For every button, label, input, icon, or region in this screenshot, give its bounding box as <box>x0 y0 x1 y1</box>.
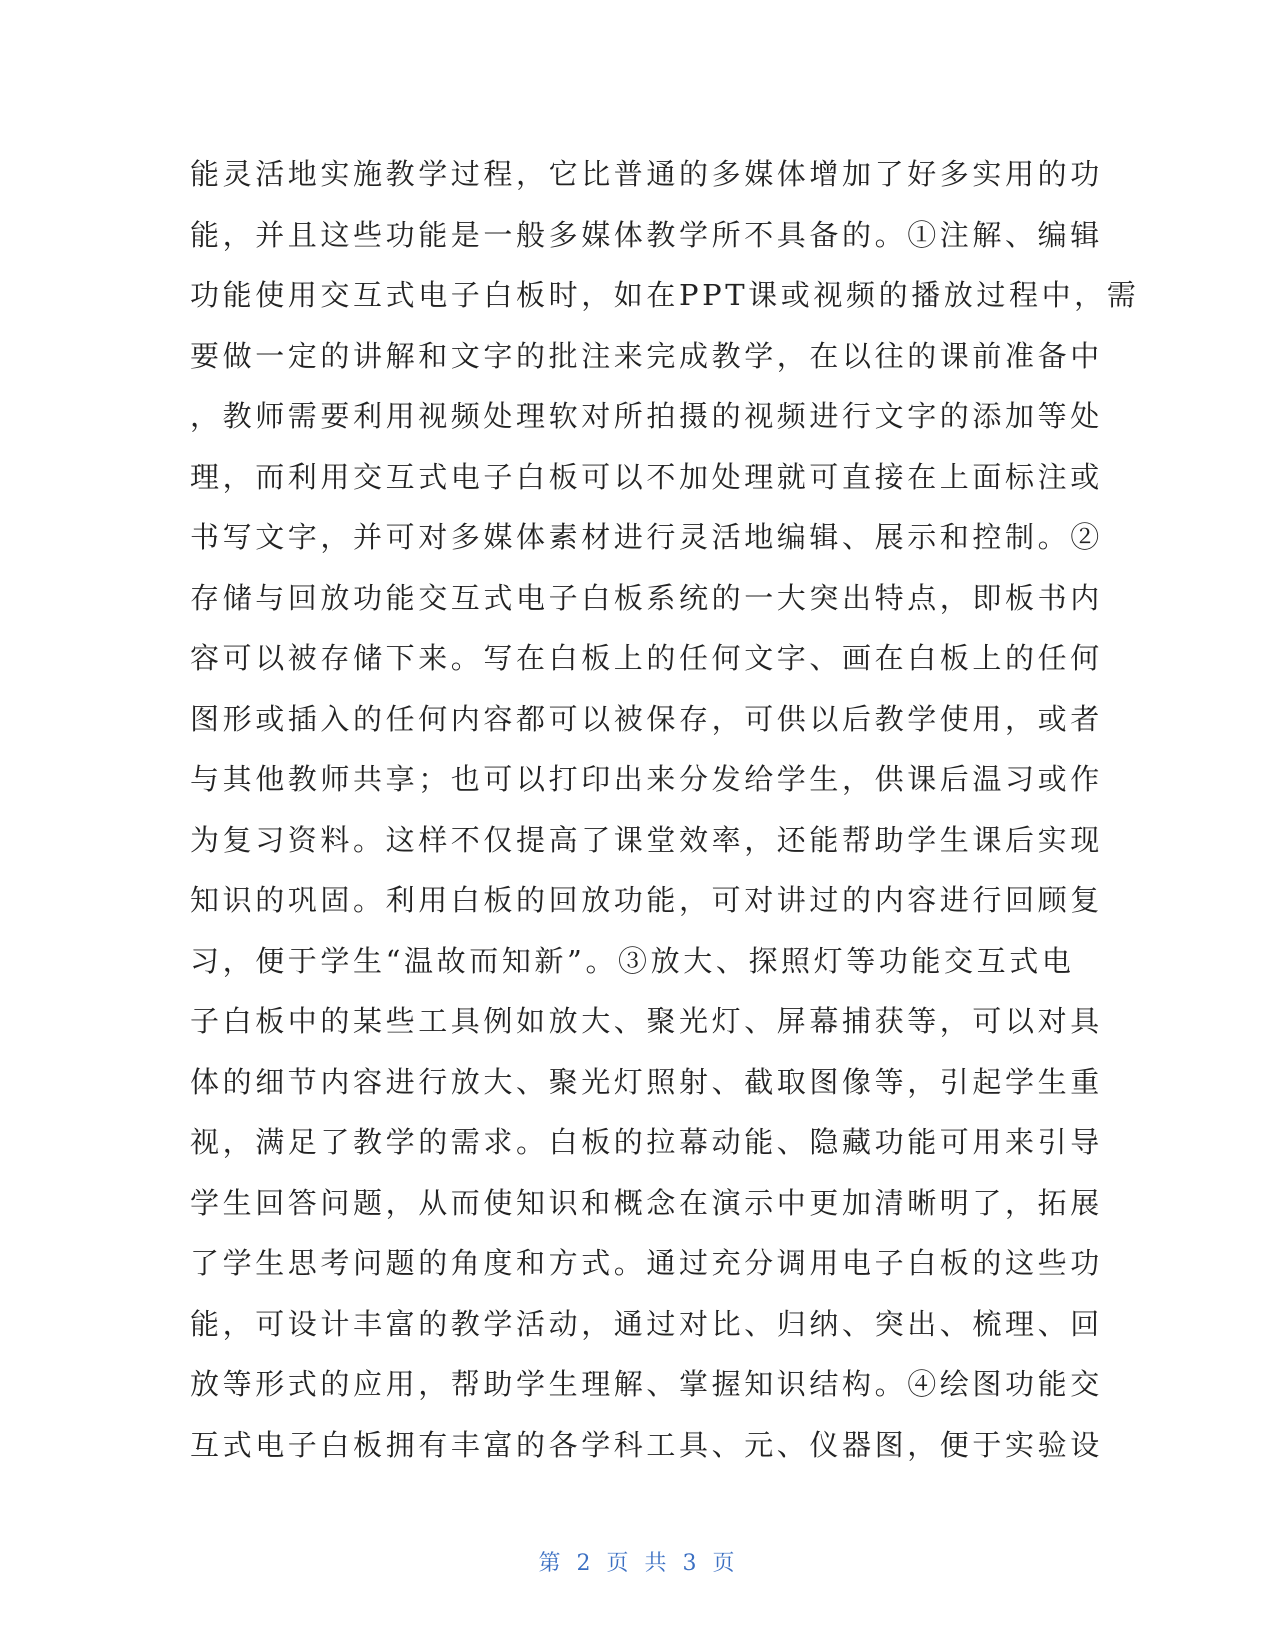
text-line-8: 存储与回放功能交互式电子白板系统的一大突出特点，即板书内 <box>190 580 1103 615</box>
text-line-16: 体的细节内容进行放大、聚光灯照射、截取图像等，引起学生重 <box>190 1064 1103 1099</box>
text-line-18: 学生回答问题，从而使知识和概念在演示中更加清晰明了，拓展 <box>190 1185 1103 1220</box>
text-line-4: 要做一定的讲解和文字的批注来完成教学，在以往的课前准备中 <box>190 338 1103 373</box>
text-line-6: 理，而利用交互式电子白板可以不加处理就可直接在上面标注或 <box>190 459 1103 494</box>
footer-ye-2: 页 <box>712 1551 737 1576</box>
footer-page-total: 3 <box>682 1551 699 1576</box>
text-line-13: 知识的巩固。利用白板的回放功能，可对讲过的内容进行回顾复 <box>190 883 1103 917</box>
text-line-17: 视，满足了教学的需求。白板的拉幕动能、隐藏功能可用来引导 <box>190 1125 1103 1159</box>
text-line-10: 图形或插入的任何内容都可以被保存，可供以后教学使用，或者 <box>190 701 1103 736</box>
text-line-20: 能，可设计丰富的教学活动，通过对比、归纳、突出、梳理、回 <box>190 1306 1103 1341</box>
text-line-3: 功能使用交互式电子白板时，如在PPT课或视频的播放过程中，需 <box>190 278 1140 312</box>
footer-gong: 共 <box>644 1551 669 1576</box>
text-line-12: 为复习资料。这样不仅提高了课堂效率，还能帮助学生课后实现 <box>190 822 1103 857</box>
text-line-15: 子白板中的某些工具例如放大、聚光灯、屏幕捕获等，可以对具 <box>190 1004 1103 1038</box>
text-line-5: ，教师需要利用视频处理软对所拍摄的视频进行文字的添加等处 <box>190 399 1103 433</box>
text-line-11: 与其他教师共享；也可以打印出来分发给学生，供课后温习或作 <box>190 762 1103 796</box>
page-footer <box>0 1546 1275 1577</box>
text-line-14: 习，便于学生“温故而知新”。③放大、探照灯等功能交互式电 <box>190 943 1075 978</box>
footer-ye: 页 <box>606 1551 631 1576</box>
text-line-9: 容可以被存储下来。写在白板上的任何文字、画在白板上的任何 <box>190 641 1103 675</box>
text-line-7: 书写文字，并可对多媒体素材进行灵活地编辑、展示和控制。② <box>190 520 1103 554</box>
body-text <box>190 144 1140 1475</box>
text-line-19: 了学生思考问题的角度和方式。通过充分调用电子白板的这些功 <box>190 1246 1103 1280</box>
text-line-2: 能，并且这些功能是一般多媒体教学所不具备的。①注解、编辑 <box>190 217 1103 252</box>
text-line-1: 能灵活地实施教学过程，它比普通的多媒体增加了好多实用的功 <box>190 157 1103 191</box>
text-line-21: 放等形式的应用，帮助学生理解、掌握知识结构。④绘图功能交 <box>190 1367 1103 1401</box>
text-line-22: 互式电子白板拥有丰富的各学科工具、元、仪器图，便于实验设 <box>190 1427 1103 1462</box>
footer-di: 第 <box>538 1551 563 1576</box>
footer-page-current: 2 <box>576 1551 593 1576</box>
